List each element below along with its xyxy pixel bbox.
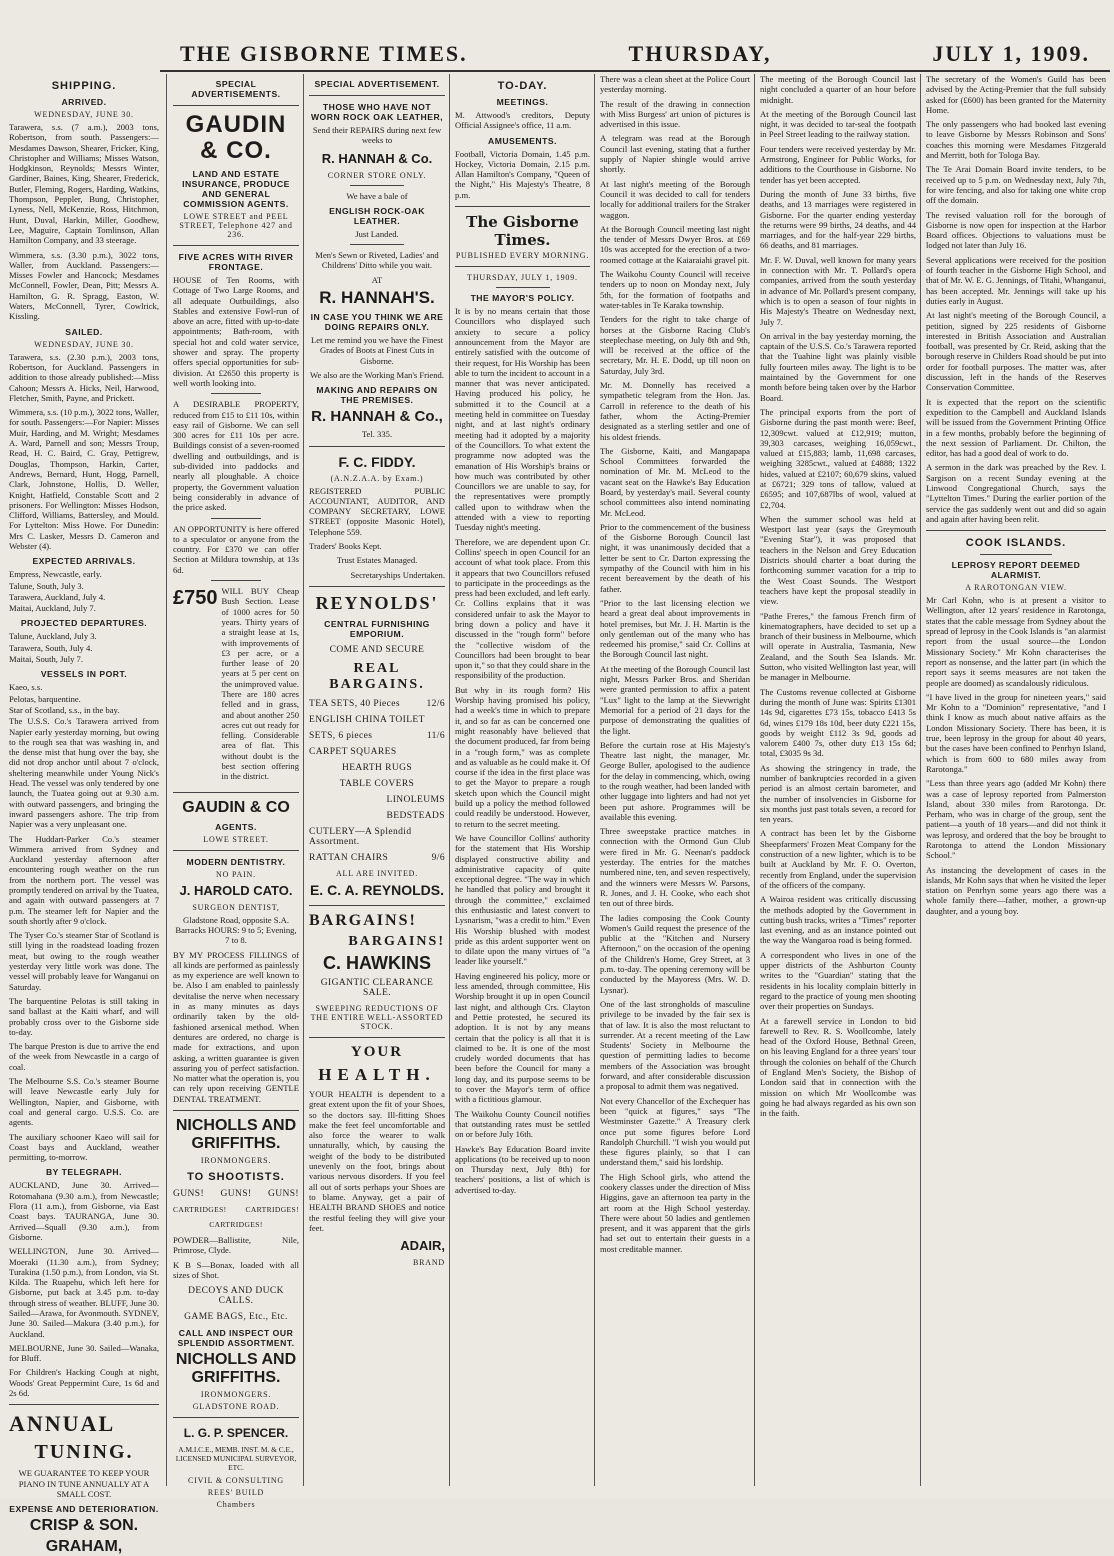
- goods-row: [309, 853, 445, 863]
- goods-price: 11/6: [426, 730, 445, 741]
- ad-text: YOUR HEALTH is dependent to a great extent upon the fit of your Shoes, so the doctors say. Ill-fitting Shoes make the feet feel uncomfortable and also force the wearer to walk unnaturally, which, by causing the weight of the body to be distributed unevenly on the foot, brings about various nervous disorders. If you feel all out of sorts perhaps your Shoes are to blame. Anyway, get a pair of HEALTH BRAND SHOES and notice the restful feeling they will give your feet.: [309, 1088, 445, 1233]
- paragraph: The Customs revenue collected at Gisborne during the month of June was: Spirits £1301 14s 9d, cigarettes £73 15s, tobacco £413 5s 6d, wines £179 18s 10d, beer duty £221 15s, goods by weight £112 3s 9d, goods ad valorem £400 7s, other duty £13 15s 6d; total, £3035 9s 3d.: [760, 686, 916, 759]
- list-item: Talune, Auckland, July 3.: [9, 631, 97, 642]
- ad-subheading: IRONMONGERS.: [200, 1390, 272, 1400]
- ad-text: Traders' Books Kept.: [309, 541, 382, 552]
- ad-name: REYNOLDS': [315, 592, 439, 613]
- paragraph: "Less than three years ago (added Mr Kohn) there was a case of leprosy reported from Palmerston Island, about 330 miles from Rarotonga. Dr. Perham, who was in charge of the group, sent the patient—a youth of 18 years—and did not think it was leprosy, and ordered that the boy be brought to Rarotonga to attend the London Missionary School.": [926, 778, 1106, 861]
- paragraph: The High School girls, who attend the cookery classes under the direction of Miss Higgins, gave an afternoon tea party in the art room at the High School yesterday. There were about 50 ladies and gentlemen present, and it was apparent that the girls had set out to entertain their guests in a most creditable manner.: [600, 1171, 750, 1254]
- divider: [173, 245, 299, 246]
- goods-item: GUNS!: [173, 1189, 205, 1199]
- ad-subheading: MAKING AND REPAIRS ON THE PREMISES.: [316, 385, 438, 406]
- list-item: Maitai, Auckland, July 7.: [9, 603, 96, 614]
- ad-name: GAUDIN & CO: [182, 798, 290, 816]
- ad-heading: ANNUAL: [9, 1411, 116, 1437]
- ad-text: POWDER—Ballistite, Nile, Primrose, Clyde.: [173, 1235, 299, 1256]
- list-item: Star of Scotland, s.s., in the bay.: [9, 704, 120, 715]
- subheading: VESSELS IN PORT.: [40, 669, 128, 680]
- list-item: Tarawera, Auckland, July 4.: [9, 591, 106, 602]
- ad-subheading: NO PAIN.: [216, 869, 256, 879]
- divider: [309, 95, 445, 96]
- goods-row: COME AND SECURE: [329, 644, 425, 655]
- paragraph: We have Councillor Collins' authority for the statement that His Worship displayed constructive ability and administrative capacity of quite exceptional degree. "The way in which he handled that policy and brought it through the committee," exclaimed this enthusiastic and latest convert to Lysnarism, "was a credit to him." Even His Worship blushed with modest pride as this ardent supporter went on to dilate upon the many virtues of "a leader like yourself.": [455, 832, 590, 967]
- ad-heading: TO SHOOTISTS.: [187, 1171, 285, 1183]
- ad-text: Send their REPAIRS during next few weeks to: [312, 125, 442, 146]
- divider: [496, 287, 550, 288]
- dateline: THURSDAY, JULY 1, 1909.: [467, 273, 578, 283]
- ad-text: K B S—Bonax, loaded with all sizes of Shot.: [173, 1259, 299, 1280]
- list-item: Pelotas, barquentine.: [9, 693, 81, 704]
- paragraph: Not every Chancellor of the Exchequer has been "quick at figures," says "The Westminster Gazette." A Treasury clerk once put some figures before Lord Randolph Churchill. "I wish you would put these figures plainly, so that I can understand them," said his lordship.: [600, 1095, 750, 1168]
- paragraph: The Tyser Co.'s steamer Star of Scotland is still lying in the roadstead loading frozen meat, but owing to the rough weather yesterday very little work was done. The vessel will probably leave for Wanganui on Saturday.: [9, 930, 159, 992]
- goods-row: [173, 1189, 299, 1199]
- divider: [309, 586, 445, 587]
- nameplate: The Gisborne Times.: [466, 213, 579, 250]
- paragraph: The only passengers who had booked last evening to leave Gisborne by Messrs Robinson and Sons' coaches this morning were Mesdames Fitzgerald and Merritt, both for Tologa Bay.: [926, 119, 1106, 161]
- masthead: [160, 38, 1110, 72]
- ad-address: LOWE STREET and PEEL STREET, Telephone 427 and 236.: [179, 212, 293, 239]
- paragraph: One of the last strongholds of masculine privilege to be invaded by the fair sex is that of law. It is also the most reluctant to surrender. At a recent meeting of the Law Students' Society in Melbourne the question of permitting ladies to become members of the Association was brought forward, and after considerable discussion a proposal to admit them was negatived.: [600, 998, 750, 1092]
- paragraph: But why in its rough form? His Worship having promised his policy, had a week's time in which to prepare it, and so far as can be concerned one might reasonably have believed that the document produced, far from being in a "rough form," was as complete and as valuable as he could make it. Of course if the idea in the first place was to get the Mayor to prepare a rough sketch upon which the Council might build up a policy the method followed could readily be understood. However, to return to the secret meeting.: [455, 684, 590, 829]
- paragraph: Tarawera, s.s. (2.30 p.m.), 2003 tons, Robertson, for Auckland. Passengers in addition to those already published:—Miss Cahoon; Messrs A. Hicks, Neil, Harwood, Fletcher, Smith, Payne, and Prickett.: [9, 351, 159, 403]
- paragraph: The barquentine Pelotas is still taking in sand ballast at the Kaiti wharf, and will probably cross over to the Gisborne side to-day.: [9, 995, 159, 1037]
- article-subheading: LEPROSY REPORT DEEMED ALARMIST.: [951, 560, 1081, 581]
- ad-subheading: CORNER STORE ONLY.: [327, 170, 427, 180]
- published-line: PUBLISHED EVERY MORNING.: [455, 251, 590, 261]
- ad-subheading: CALL AND INSPECT OUR SPLENDID ASSORTMENT.: [177, 1328, 295, 1349]
- paragraph: Four tenders were received yesterday by Mr. Armstrong, Engineer for Public Works, for additions to the Courthouse in Gisborne. No tender has yet been accepted.: [760, 143, 916, 185]
- goods-item: CARTRIDGES!: [245, 1205, 299, 1214]
- divider: [173, 105, 299, 106]
- goods-row: GIGANTIC CLEARANCE SALE.: [320, 977, 434, 998]
- ad-text: WE GUARANTEE TO KEEP YOUR PIANO IN TUNE ANNUALLY AT A SMALL COST.: [18, 1468, 150, 1499]
- paragraph: The principal exports from the port of Gisborne during the past month were: Beef, 12,309cwt. valued at £12,919; mutton, 39,303 carcases, weighing 16,059cwt., valued at £15,883; lamb, 11,698 carcases, weighing 3285cwt., valued at £4888; 1322 hides, valued at £2107; 60,679 skins, valued at £6721; 329 tons of tallow, valued at £6595; and 107,687lbs of wool, valued at £2,704.: [760, 406, 916, 510]
- column-advertisements-2: [304, 74, 450, 1486]
- ad-heading: BARGAINS!: [348, 933, 445, 949]
- paragraph: "Prior to the last licensing election we heard a great deal about improvements in hotel premises, but Mr. J. H. Martin is the only gentleman out of the many who has redeemed his promise," said Cr. Collins at the Borough Council last night.: [600, 597, 750, 660]
- list-item: Tarawera, South, July 4.: [9, 642, 93, 653]
- column-local-news: [595, 74, 755, 1486]
- ad-heading: REAL BARGAINS.: [329, 660, 425, 692]
- ad-address: LOWE STREET.: [203, 834, 269, 844]
- goods-row: [173, 1220, 299, 1229]
- paragraph: At the meeting of the Borough Council last night, Messrs Parker Bros. and Sheridan were granted permission to affix a patent "Lux" light to the lamp at the Sievwright Memorial for a period of 21 days for the purpose of demonstrating the qualities of the light.: [600, 663, 750, 736]
- subheading: PROJECTED DEPARTURES.: [20, 618, 148, 629]
- paragraph: WELLINGTON, June 30. Arrived—Moeraki (11.30 a.m.), from Sydney; Turakina (1.50 p.m.), from London, via St. Kilda. The Ruapehu, which left here for Gisborne, put back at 3.45 p.m. to-day through stress of weather. BLUFF, June 30. Sailed—Arawa, for Avonmouth. SYDNEY, June 30. Sailed—Makura (3.40 p.m.), for Auckland.: [9, 1246, 159, 1339]
- goods-row: BEDSTEADS: [386, 810, 445, 821]
- ad-text: BY MY PROCESS FILLINGS of all kinds are performed as painlessly as my experience are well known to be. Also I am enabled to painlessly devitalise the nerve when necessary in as many minutes as days ordinarily taken by the old-fashioned arsenical method. When dentures are ordered, no charge is made for extractions, and upon asking, a written guarantee is given assuring you of perfect satisfaction. No matter what the operation is, you can rely upon receiving GENTLE DENTAL TREATMENT.: [173, 949, 299, 1104]
- ad-text: Tel. 335.: [361, 429, 393, 440]
- article-heading: THE MAYOR'S POLICY.: [470, 293, 575, 304]
- ad-subheading: THOSE WHO HAVE NOT WORN ROCK OAK LEATHER,: [310, 102, 444, 122]
- paragraph: The barque Preston is due to arrive the end of the week from Newcastle in a cargo of coal.: [9, 1041, 159, 1072]
- paragraph: There was a clean sheet at the Police Court yesterday morning.: [600, 74, 750, 95]
- ad-subheading: MODERN DENTISTRY.: [186, 856, 286, 867]
- ad-text: REGISTERED PUBLIC ACCOUNTANT, AUDITOR, AND COMPANY SECRETARY, LOWE STREET (opposite Masonic Hotel), Telephone 559.: [309, 485, 445, 537]
- divider: [350, 244, 404, 245]
- section-heading: SHIPPING.: [51, 80, 117, 92]
- paragraph: The ladies composing the Cook County Women's Guild request the presence of the public at the "Kitchen and Nursery Afternoon," on the occasion of the opening of the Children's Home, Grey Street, at 3 p.m. to-day. The opening ceremony will be conducted by the Mayoress (Mrs. W. D. Lysnar).: [600, 912, 750, 995]
- paragraph: Football, Victoria Domain, 1.45 p.m. Hockey, Victoria Domain, 2.15 p.m. Allan Hamilton's Company, "Queen of the Night," His Majesty's Theatre, 8 p.m.: [455, 148, 590, 200]
- ad-text: HOUSE of Ten Rooms, with Cottage of Two Large Rooms, and all adequate Outbuildings, also Stables and extensive Fowl-run of above an acre, fitted with up-to-date appointments; Bath-room, with special hot and cold water service, shower and spray. The property offers special opportunities for sub-division. At £2650 this property is well worth looking into.: [173, 275, 299, 388]
- paragraph: A sermon in the dark was preached by the Rev. I. Sargison on a recent Sunday evening at the Linwood Congregational Church, says the "Lyttelton Times." During the earlier portion of the service the gas suddenly went out and did so again and again after having been relit.: [926, 462, 1106, 524]
- paragraph: The auxiliary schooner Kaeo will sail for Coast bays and Auckland, weather permitting, to-morrow.: [9, 1131, 159, 1163]
- paragraph: It is expected that the report on the scientific expedition to the Campbell and Auckland Islands will be issued from the Government Printing Office in a few months, probably before the beginning of the next session of Parliament. Dr. Chilton, the editor, has had a good deal of work to do.: [926, 396, 1106, 459]
- paragraph: Before the curtain rose at His Majesty's Theatre last night, the manager, Mr. George Buller, apologised to the audience for the delay in commencing, which, owing to the rough weather, had been landed with other luggage into lighters and had not yet been put ashore. Programmes will be available this evening.: [600, 739, 750, 822]
- ad-name: F. C. FIDDY.: [338, 453, 416, 470]
- paragraph: The result of the drawing in connection with Miss Burgess' art union of pictures is advertised in this issue.: [600, 98, 750, 130]
- column-rule: [166, 74, 167, 1486]
- ad-text: WILL BUY Cheap Bush Section. Lease of 1000 acres for 50 years. Thirty years of a straight lease at 1s, with improvements of £3 per acre, or a further lease of 20 years at 5 per cent on the unimproved value. There are 180 acres felled and in grass, and about another 250 acres cut out ready for felling. Considerable area of flat. This without doubt is the best section offering in the district.: [221, 586, 299, 782]
- divider: [211, 580, 261, 581]
- paragraph: The Te Arai Domain Board invite tenders, to be received up to 5 p.m. on Wednesday next, July 7th, for wire fencing, and also for taking one white crop off the domain.: [926, 164, 1106, 206]
- paragraph: The meeting of the Borough Council last night concluded a quarter of an hour before midnight.: [760, 74, 916, 105]
- goods-row: [309, 715, 445, 725]
- section-heading: SPECIAL ADVERTISEMENT.: [314, 79, 440, 89]
- subheading: ARRIVED.: [61, 97, 107, 107]
- column-shipping: [4, 74, 164, 1556]
- ad-heading: YOUR: [350, 1043, 404, 1060]
- ad-text: A DESIRABLE PROPERTY, reduced from £15 to £11 10s, within easy rail of Gisborne. We can sell 300 acres for £11 10s per acre. Buildings consist of a seven-roomed dwelling and outbuildings, and is sub-divided into paddocks and nearly all ploughable. A choice property, the Government valuation being considerably in advance of the price asked.: [173, 399, 299, 513]
- subheading: AMUSEMENTS.: [487, 135, 557, 146]
- paragraph: Prior to the commencement of the business of the Gisborne Borough Council last night, it was unanimously decided that a letter be sent to Cr. Darton expressing the sympathy of the Council with him in his recent bereavement by the death of his father.: [600, 521, 750, 594]
- ad-subheading: LAND AND ESTATE INSURANCE, PRODUCE AND GENERAL COMMISSION AGENTS.: [182, 169, 290, 209]
- paragraph: At last night's meeting of the Borough Council it was decided to call for tenders locally for additional trailers for the Straker waggon.: [600, 178, 750, 220]
- goods-item: SETS, 6 pieces: [309, 730, 373, 741]
- paragraph: When the summer school was held at Westport last year (says the Greymouth "Evening Star"), it was proposed that teachers in the Nelson and Grey Education Districts should charter a boat during the forthcoming summer vacation for a trip to the West Coast Sounds. The Westport teachers have kept the proposal steadily in view.: [760, 513, 916, 607]
- ad-heading: TUNING.: [34, 1441, 134, 1464]
- paragraph: A contract has been let by the Gisborne Sheepfarmers' Frozen Meat Company for the construction of a new lighter, which is to be built at Auckland by Mr. F. O. Overton, recently from England, under the supervision of the officers of the company.: [760, 828, 916, 890]
- ad-subheading: Chambers: [216, 1500, 256, 1510]
- masthead-day: THURSDAY,: [628, 41, 772, 66]
- paragraph: Therefore, we are dependent upon Cr. Collins' speech in open Council for an account of what took place. From this it appears that two Councillors refused to participate in the proceedings as the press had been excluded, and left early. Cr. Collins explains that it was considered unfair to ask the Mayor to bring down a policy and have it discussed in the "rough form" before the "collective wisdom of the Councillors had been brought to bear upon it," so that they could share in the responsibility of the production.: [455, 536, 590, 681]
- paragraph: The Huddart-Parker Co.'s steamer Wimmera arrived from Sydney and Auckland yesterday afternoon after encountering rough weather on the run from the northern port. The vessel was promptly tendered on arrival by the Tuatea, and again with outward passengers at 7 p.m. The steamer left for Napier and the south shortly after 9 o'clock.: [9, 833, 159, 926]
- paragraph: The Waikohu County Council notifies that outstanding rates must be settled on or before July 16th.: [455, 1108, 590, 1140]
- ad-subheading: ALL ARE INVITED.: [335, 868, 419, 878]
- paragraph: Wimmera, s.s. (3.30 p.m.), 3022 tons, Waller, from Auckland. Passengers:—Misses Fowler and Hancock; Mesdames McConnell, Fowler, Dean, Pitt; Messrs A. Hamilton, G. R. Spragg, Easton, W. Waters, McConnell, Tyrer, Cowlrick, Kissling.: [9, 249, 159, 322]
- ad-name: L. G. P. SPENCER.: [183, 1426, 289, 1441]
- divider: [309, 1037, 445, 1038]
- goods-row: CARPET SQUARES: [309, 746, 397, 757]
- column-editorial: [450, 74, 595, 1486]
- divider: [309, 905, 445, 906]
- paragraph: Tarawera, s.s. (7 a.m.), 2003 tons, Robertson, from south. Passengers:— Mesdames Dawson, Shearer, Fricker, King, Christopher and Williams; Misses Watson, Hodgkinson, Reynolds; Messrs Winter, Gardiner, Baines, King, Shearer, Frederick, Butler, Fleming, Rogers, Harding, Watkins, Thompson, Peppler, Bung, Christopher, Lyness, Nell, McKenzie, Ross, Hitchmon, Hunt, Duval, Harkin, Miller, Goodhew, Lee, Maguire, Captain Tomlinson, Allan Hamilton Company, and 33 steerage.: [9, 122, 159, 246]
- divider: [173, 850, 299, 851]
- paragraph: Three sweepstake practice matches in connection with the Ormond Gun Club were fired in Mr. G. Neenan's paddock yesterday. The entries for the matches numbered nine, ten, and seven respectively, and the winners were Messrs W. Parsons, R. Jones, and J. H. Cooke, who each shot ten out of three birds.: [600, 826, 750, 909]
- section-heading: SPECIAL ADVERTISEMENTS.: [191, 79, 281, 99]
- paragraph: On arrival in the bay yesterday morning, the captain of the U.S.S. Co.'s Tarawera reported that the Tuahine light was plainly visible fully fourteen miles away. The light is to be maintained by the Government for one month before being taken over by the Harbor Board.: [760, 330, 916, 403]
- price: £750: [173, 587, 218, 610]
- ad-subheading: BRAND: [412, 1258, 445, 1268]
- paragraph: Mr. M. Donnelly has received a sympathetic telegram from the Hon. Jas. Carroll in reference to the death of his father, whom the Acting-Premier designated as a sterling settler and one of his oldest friends.: [600, 380, 750, 442]
- paragraph: The U.S.S. Co.'s Tarawera arrived from Napier early yesterday morning, but owing to the rough sea that was washing in, and the dense mist that hung over the bay, she did not drop anchor until about 7 o'clock, sheltering meanwhile under Young Nick's Head. The vessel was only tendered by one launch, the Tuatea going out at 9.30 a.m. with outward passengers, and bringing the inward passengers ashore. The trip from Napier was a very unpleasant one.: [9, 716, 159, 830]
- paragraph: Hawke's Bay Education Board invite applications (to be received up to noon on Thursday next, July 8th) for teachers' positions, a list of which is advertised to-day.: [455, 1143, 590, 1195]
- goods-item: ENGLISH CHINA TOILET: [309, 714, 425, 725]
- goods-row: GAME BAGS, Etc., Etc.: [184, 1312, 288, 1323]
- goods-item: GUNS!: [267, 1189, 299, 1199]
- ad-subheading: (A.N.Z.A.A. by Exam.): [330, 473, 424, 483]
- ad-subheading: FIVE ACRES WITH RIVER FRONTAGE.: [178, 252, 294, 272]
- paragraph: A Wairoa resident was critically discussing the methods adopted by the Government in cutting bush tracks, writes a "Times" reporter last evening, and as an instance pointed out the way the Wangaroa road is being formed.: [760, 894, 916, 946]
- masthead-title: THE GISBORNE TIMES.: [180, 41, 468, 66]
- paragraph: A correspondent who lives in one of the upper districts of the Ashburton County writes to the "Guardian" stating that the residents in his locality complain bitterly in regard to the practice of young men shooting over their properties on Sundays.: [760, 949, 916, 1012]
- ad-name: C. HAWKINS: [323, 952, 431, 973]
- list-item: Talune, South, July 3.: [9, 580, 84, 591]
- ad-text: Trust Estates Managed.: [336, 555, 418, 566]
- column-news-cook-islands: [921, 74, 1111, 1486]
- ad-text: A.M.I.C.E., MEMB. INST. M. & C.E., LICENSED MUNICIPAL SURVEYOR, ETC.: [175, 1445, 297, 1473]
- paragraph: A telegram was read at the Borough Council last evening, stating that a further supply of Napier shingle would arrive shortly.: [600, 133, 750, 175]
- divider: [173, 1110, 299, 1111]
- column-advertisements: [168, 74, 304, 1510]
- ad-name: NICHOLLS AND GRIFFITHS.: [175, 1351, 297, 1387]
- article-subheading: A RAROTONGAN VIEW.: [965, 583, 1067, 593]
- ad-text: We have a bale of: [346, 190, 408, 201]
- paragraph: "I have lived in the group for nineteen years," said Mr Kohn to a "Dominion" representative, "and I think I know as much about native affairs as the London Missionary Society. There has been, it is true, been leprosy in the group for about 40 years, but the cases have been confined to Penrhyn Island, which is from 600 to 680 miles away from Rarotonga.": [926, 691, 1106, 774]
- paragraph: At the meeting of the Borough Council last night, it was decided to tar-seal the footpath in Peel Street leading to the railway station.: [760, 108, 916, 140]
- ad-subheading: CENTRAL FURNISHING EMPORIUM.: [324, 618, 430, 639]
- subheading: MEETINGS.: [496, 97, 549, 107]
- ad-heading: HEALTH.: [318, 1064, 436, 1084]
- divider: [980, 554, 1052, 555]
- goods-item: GUNS!: [220, 1189, 252, 1199]
- goods-price: 9/6: [431, 852, 445, 863]
- paragraph: MELBOURNE, June 30. Sailed—Wanaka, for Bluff.: [9, 1342, 159, 1364]
- goods-row: DECOYS AND DUCK CALLS.: [188, 1286, 284, 1307]
- goods-item: TEA SETS, 40 Pieces: [309, 698, 400, 709]
- price-block: [173, 586, 299, 786]
- dateline: WEDNESDAY, JUNE 30.: [34, 110, 134, 119]
- ad-subheading: CIVIL & CONSULTING: [187, 1476, 285, 1486]
- ad-text: Men's Sewn or Riveted, Ladies' and Childrens' Ditto while you wait.: [315, 250, 439, 271]
- ad-name: E. C. A. REYNOLDS.: [309, 881, 445, 898]
- ad-text: AN OPPORTUNITY is here offered to a speculator or anyone from the country. For £370 we can offer Section at Mildura township, at 13s 6d.: [173, 523, 299, 575]
- divider: [926, 530, 1106, 531]
- ad-subheading: EXPENSE AND DETERIORATION.: [9, 1504, 159, 1515]
- ad-subheading: IRONMONGERS.: [200, 1156, 272, 1165]
- paragraph: "Pathe Freres," the famous French firm of kinematographers, have decided to set up a branch of their business in Melbourne, which will operate in Australia, Tasmania, New Zealand, and the South Sea Islands. Mr. Sutton, who visited Wellington last year, will be manager in Melbourne.: [760, 610, 916, 683]
- goods-row: CUTLERY—A Splendid Assortment.: [309, 826, 412, 847]
- ad-subheading: REES' BUILD: [207, 1488, 265, 1498]
- ad-name: ADAIR,: [400, 1238, 445, 1254]
- ad-subheading: SWEEPING REDUCTIONS OF THE ENTIRE WELL-ASSORTED STOCK.: [310, 1003, 444, 1031]
- divider: [173, 792, 299, 793]
- section-heading: TO-DAY.: [497, 80, 548, 92]
- list-item: Empress, Newcastle, early.: [9, 569, 102, 580]
- ad-name: J. HAROLD CATO.: [179, 882, 293, 898]
- goods-row: LINOLEUMS: [386, 794, 445, 805]
- ad-text: We also are the Working Man's Friend.: [310, 369, 444, 380]
- paragraph: As instancing the development of cases in the islands, Mr Kohn says that when he visited the leper station on Penrhyn some years ago there was a whole family there—father, mother, a grown-up daughter, and a young boy.: [926, 864, 1106, 916]
- ad-name: R. HANNAH & Co.: [321, 150, 433, 166]
- masthead-date: JULY 1, 1909.: [932, 41, 1090, 66]
- paragraph: At the Borough Council meeting last night the tender of Messrs Dwyer Bros. at £69 10s was accepted for the erection of a two-roomed cottage at the Kaiaraiahi gravel pit.: [600, 223, 750, 265]
- subheading: BY TELEGRAPH.: [45, 1167, 123, 1178]
- goods-item: CARTRIDGES!: [209, 1220, 263, 1229]
- column-local-news-2: [755, 74, 921, 1486]
- ad-text: Just Landed.: [355, 228, 399, 239]
- ad-text: Let me remind you we have the Finest Grades of Boots at Finest Cuts in Gisborne.: [311, 335, 443, 366]
- ad-name: GAUDIN & CO.: [185, 111, 287, 164]
- dateline: WEDNESDAY, JUNE 30.: [34, 339, 134, 349]
- goods-row: TABLE COVERS: [339, 778, 415, 789]
- ad-address: GLADSTONE ROAD.: [192, 1402, 280, 1412]
- paragraph: Mr. F. W. Duval, well known for many years in connection with Mr. T. Pollard's opera companies, arrived from the south yesterday in advance of Mr. Pollard's present company, which is to open a season of four nights in His Majesty's Theatre on Wednesday next, July 7.: [760, 254, 916, 327]
- paragraph: At last night's meeting of the Borough Council, a petition, signed by 225 residents of Gisborne interested in British Association and Australian football, was presented by Cr. Reid, asking that the borough reserve in Childers Road should be put into order for football purposes. The matter was, after discussion, left in the hands of the Reserves Conservation Committee.: [926, 310, 1106, 393]
- subheading: SAILED.: [65, 326, 103, 337]
- paragraph: Having engineered his policy, more or less amended, through committee, His Worship brought it up in open Council last night, and although Crs. Clayton and Pettie protested, he secured its adoption. It is not by any means certain that the policy is all that it is claimed to be. It is one of the most crudely worded documents that has been before the Council for many a long day, and its purpose seems to be to cover the Mayor's term of office with a fictitious glamour.: [455, 970, 590, 1105]
- subheading: EXPECTED ARRIVALS.: [32, 556, 136, 567]
- paragraph: The Gisborne, Kaiti, and Mangapapa School Committees forwarded the nomination of Mr. M. McLeod to the vacant seat on the Hawke's Bay Education Board, by yesterday's mail. Several county school committees also intend nominating Mr. McLeod.: [600, 445, 750, 518]
- goods-row: [309, 731, 445, 741]
- divider: [211, 393, 261, 394]
- ad-name: CRISP & SON.: [29, 1517, 139, 1535]
- goods-item: CARTRIDGES!: [173, 1205, 227, 1214]
- article-heading: COOK ISLANDS.: [965, 537, 1067, 550]
- divider: [9, 1404, 159, 1405]
- paragraph: The secretary of the Women's Guild has been advised by the Acting-Premier that the full subsidy asked for (£600) has been granted for the Maternity Home.: [926, 74, 1106, 115]
- divider: [350, 185, 404, 186]
- divider: [211, 518, 261, 519]
- list-item: Maitai, South, July 7.: [9, 654, 84, 665]
- ad-text: AT: [371, 274, 383, 285]
- ad-subheading: IN CASE YOU THINK WE ARE DOING REPAIRS ONLY.: [310, 312, 444, 333]
- ad-subheading: AGENTS.: [215, 821, 257, 832]
- goods-row: [309, 699, 445, 709]
- goods-item: RATTAN CHAIRS: [309, 852, 389, 863]
- ad-name: NICHOLLS AND GRIFFITHS.: [175, 1117, 297, 1152]
- ad-subheading: ENGLISH ROCK-OAK LEATHER.: [329, 205, 425, 226]
- ad-name: R. HANNAH'S.: [319, 288, 435, 308]
- ad-address: Gladstone Road, opposite S.A. Barracks HOURS: 9 to 5; Evening, 7 to 8.: [175, 914, 297, 946]
- paragraph: Mr Carl Kohn, who is at present a visitor to Wellington, after 12 years' residence in Rarotonga, states that the cable message from Sydney about the spread of leprosy in the Cook Islands is "an alarmist report from the usual source—the London Missionary Society." Mr Kohn characterises the report as nonsense, and the latter part (in which the report says it seems measures are not taken the people are doomed) as scandalously ridiculous.: [926, 595, 1106, 688]
- paragraph: Wimmera, s.s. (10 p.m.), 3022 tons, Waller, for south. Passengers:—For Napier: Misses Muir, Harding, and M. Wright; Mesdames A. Ward, Parnell and son; Messrs Troup, Read, H. C. Baird, C. Gray, Pettigrew, Douglas, Thompson, Harkin, Carter, Andrews, Bernard, Hunt, Hogg, Parnell, Clark, Johnstone, Hollis, D. Weller, Knight, Hatfield, Constable Scott and 2 prisoners. For Wellington: Misses Hodson, Clifford, Williams, Battersley, and Mould. For Lyttelton: Miss Howe. For Dunedin: Mrs C. Lasker, Messrs D. Cameron and Webster (4).: [9, 407, 159, 551]
- paragraph: At a farewell service in London to bid farewell to Rev. R. S. Woollcombe, lately head of the Oxford House, Bethnal Green, on his leaving England for a three years' tour through the colonies on behalf of the Church of England Men's Society, the Bishop of London said that in connection with the mission on which Mr Woollcombe was going he had always regarded as his own son in the faith.: [760, 1015, 916, 1119]
- paragraph: It is by no means certain that those Councillors who displayed such anxiety to secure a policy announcement from the Mayor are entirely satisfied with the outcome of their request, for His Worship has been able to turn the incident to account in a manner that was never anticipated. Having produced his policy, he submitted it to the Council at a meeting held in committee on Tuesday night, and at last night's ordinary meeting had it adopted by a majority of the Councillors. To what extent the programme now adopted was the emanation of His Worship's brains or how much was contributed by other Councillors we are unable to say, for the representatives were promptly called upon to withdraw when the attended with a view to reporting Tuesday night's meeting.: [455, 306, 590, 533]
- ad-name: R. HANNAH & Co.,: [311, 408, 443, 426]
- paragraph: During the month of June 33 births, five deaths, and 13 marriages were registered in Gisborne. For the quarter ending yesterday the returns were 99 births, 24 deaths, and 44 marriages, and for the half-year 229 births, 66 deaths, and 81 marriages.: [760, 188, 916, 251]
- divider: [455, 266, 590, 267]
- divider: [173, 1417, 299, 1418]
- list-item: Kaeo, s.s.: [9, 682, 43, 693]
- ad-name: GRAHAM,: [45, 1538, 123, 1556]
- divider: [309, 446, 445, 447]
- paragraph: Several applications were received for the position of fourth teacher in the Gisborne High School, and that of Mr. W. E. G. Jennings, of Titahi, Whanganui, has been accepted. Mr. Jennings will take up his duties early in August.: [926, 254, 1106, 306]
- paragraph: As showing the stringency in trade, the number of bankruptcies recorded in a given period is an almost certain barometer, and the number of insolvencies in Gisborne for six months just past totals seven, a record for ten years.: [760, 762, 916, 825]
- paragraph: For Children's Hacking Cough at night, Woods' Great Peppermint Cure, 1s 6d and 2s 6d.: [9, 1367, 159, 1399]
- paragraph: The revised valuation roll for the borough of Gisborne is now open for inspection at the Harbor Board offices. Objections to valuations must be lodged not later than July 16.: [926, 209, 1106, 251]
- paragraph: The Melbourne S.S. Co.'s steamer Bourne will leave Newcastle early July for Wellington, Napier, and Gisborne, with coal and general cargo. U.S.S. Co. are agents.: [9, 1076, 159, 1128]
- ad-heading: BARGAINS!: [309, 911, 417, 929]
- divider: [455, 206, 590, 207]
- goods-row: HEARTH RUGS: [341, 762, 413, 773]
- goods-price: 12/6: [426, 698, 445, 709]
- paragraph: M. Attwood's creditors, Deputy Official Assignee's office, 11 a.m.: [455, 110, 590, 131]
- paragraph: AUCKLAND, June 30. Arrived—Rotomahana (9.30 a.m.), from Newcastle; Flora (11 a.m.), from Gisborne, via East Coast bays. TAURANGA, June 30. Arrived—Squall (9.30 a.m.), from Gisborne.: [9, 1180, 159, 1242]
- ad-subheading: SURGEON DENTIST,: [192, 902, 280, 912]
- paragraph: The Waikohu County Council will receive tenders up to noon on Monday next, July 5th, for the formation of footpaths and water-tables in Te Karaka township.: [600, 269, 750, 310]
- ad-text: Secretaryships Undertaken.: [350, 569, 445, 580]
- paragraph: Tenders for the right to take charge of horses at the Gisborne Racing Club's steeplechase meeting, on July 8th and 9th, will be received at the office of the secretary, Mr. H. E. Dodd, up till noon on Saturday, July 3rd.: [600, 314, 750, 376]
- goods-row: [173, 1205, 299, 1214]
